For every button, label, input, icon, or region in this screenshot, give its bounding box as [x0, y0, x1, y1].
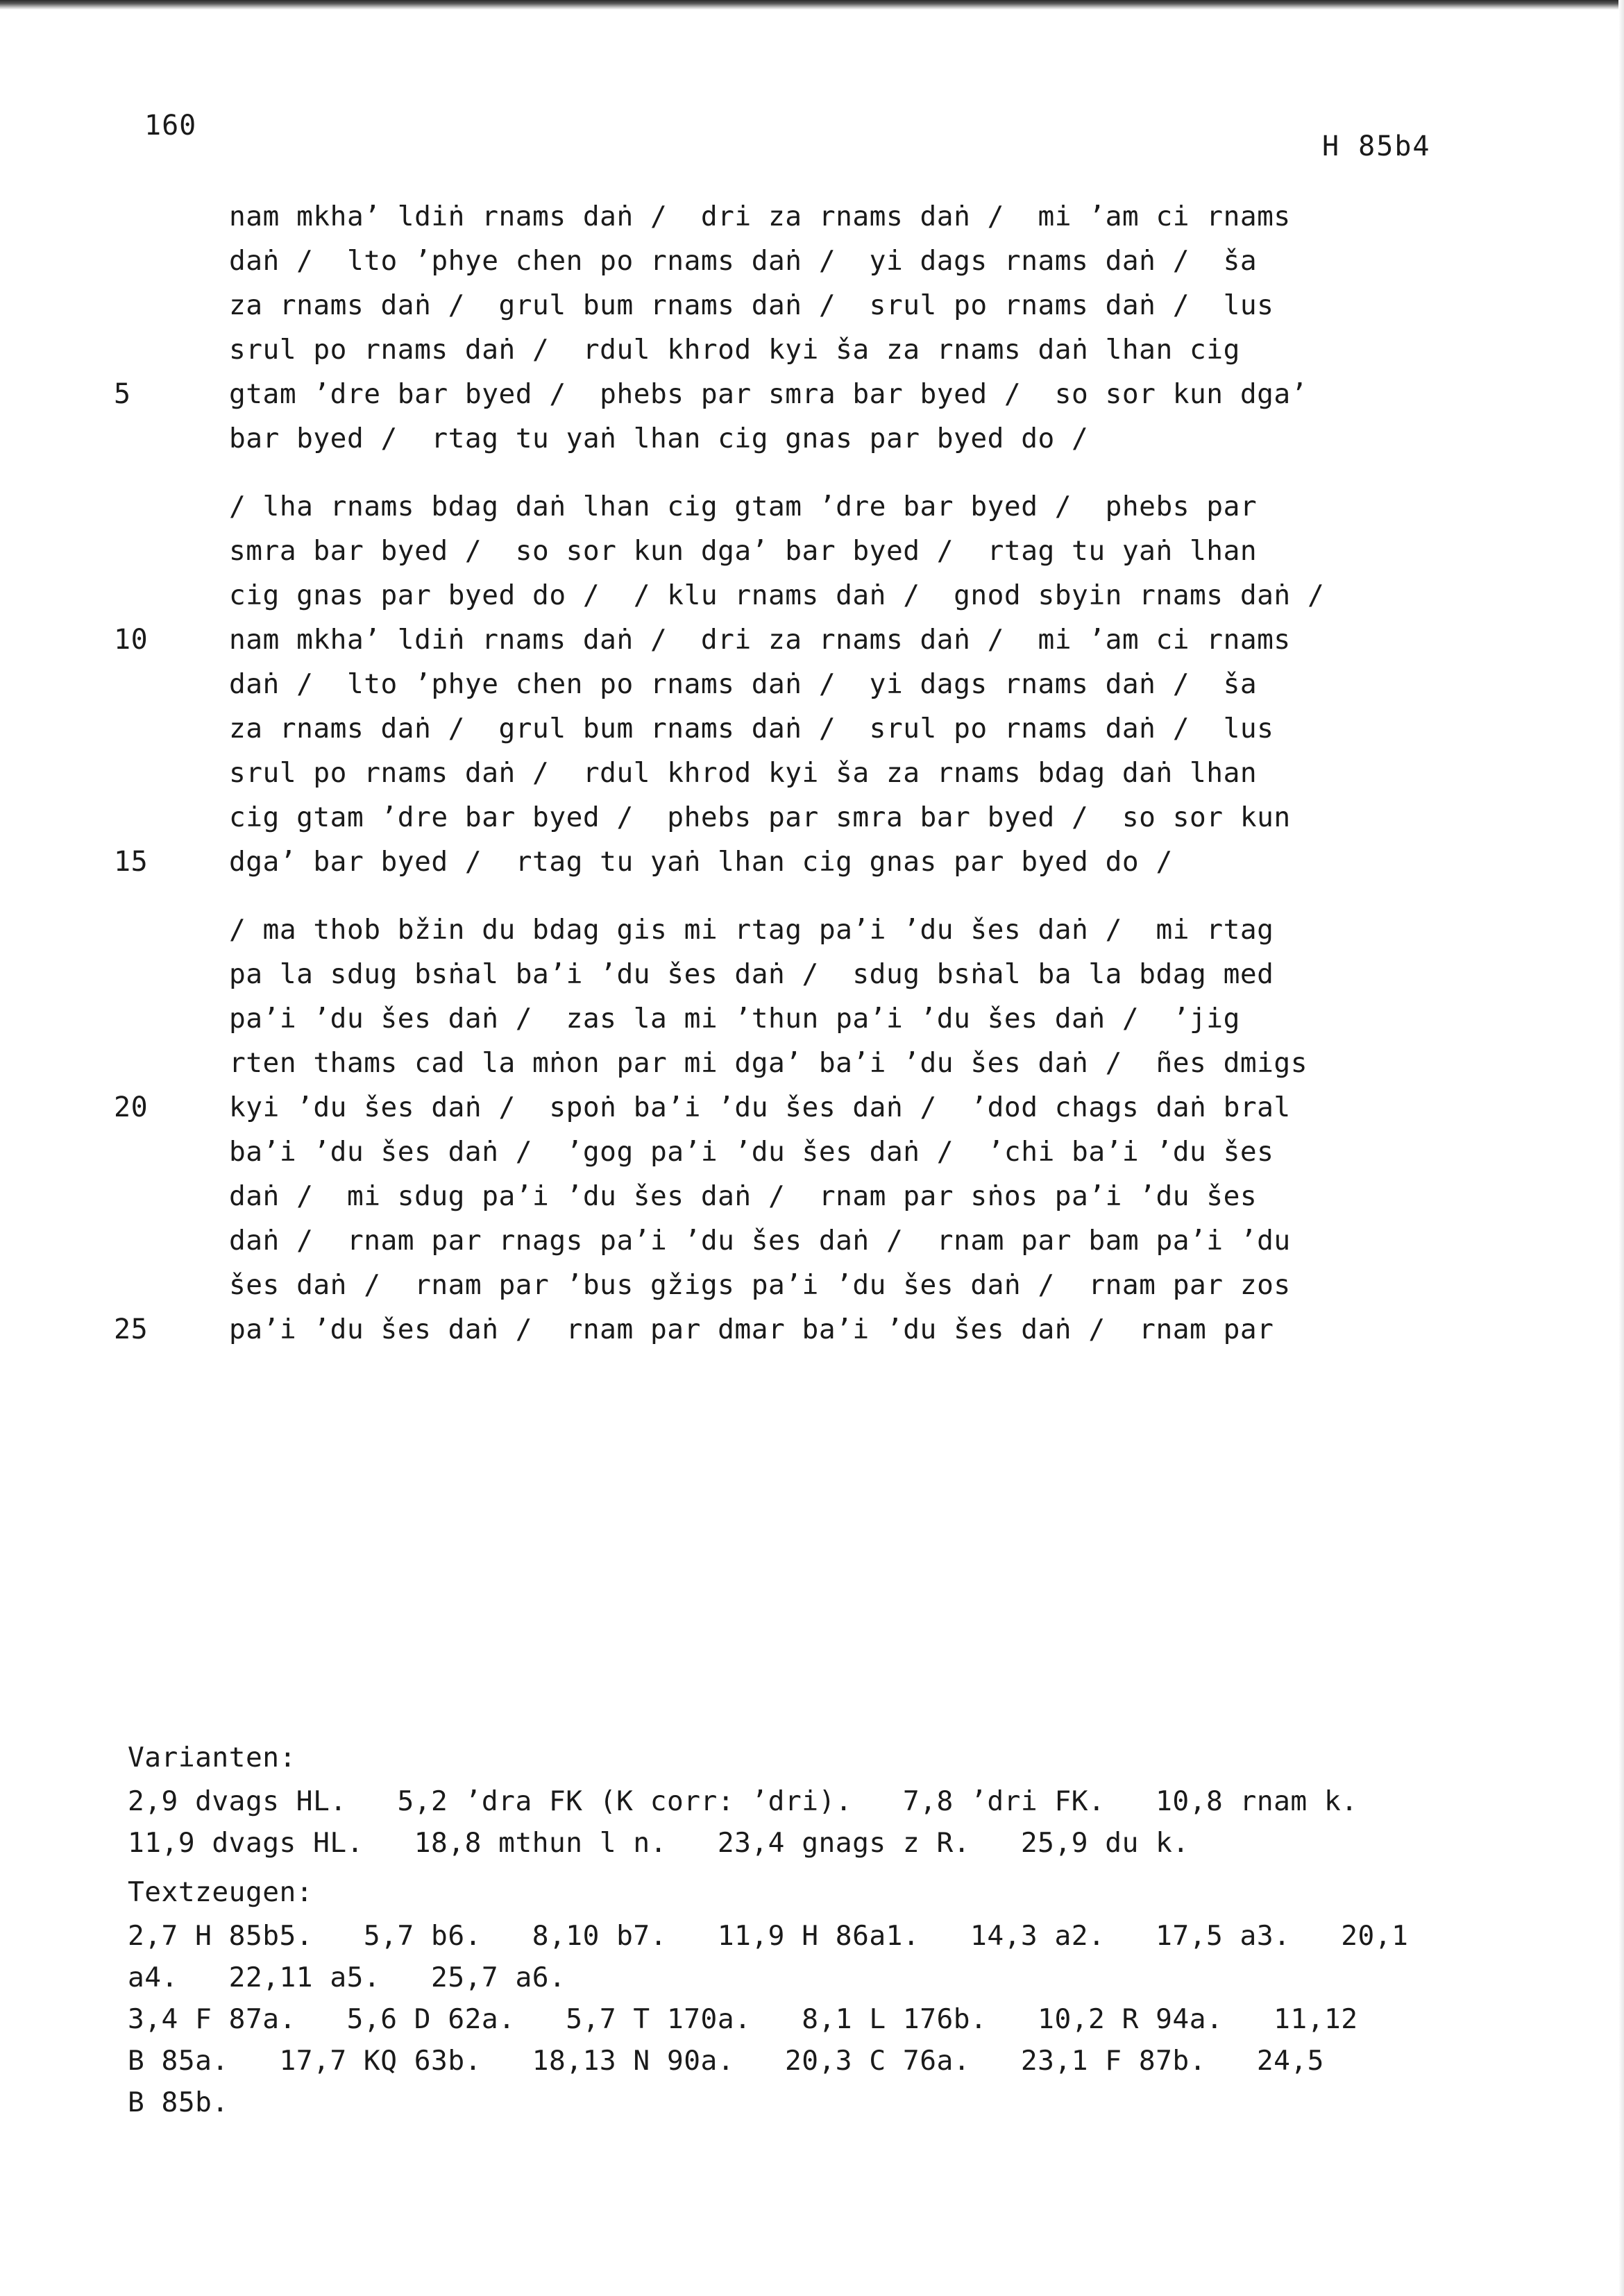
- line-text: za rnams daṅ / grul bum rnams daṅ / srul po rnams daṅ / lus: [229, 289, 1274, 321]
- main-text: [114, 194, 1464, 1352]
- text-line: [114, 840, 1464, 884]
- line-text: daṅ / lto ’phye chen po rnams daṅ / yi dags rnams daṅ / ša: [229, 245, 1258, 277]
- textzeugen-line: 2,7 H 85b5. 5,7 b6. 8,10 b7. 11,9 H 86a1. 14,3 a2. 17,5 a3. 20,1: [128, 1920, 1409, 1952]
- paragraph: [114, 484, 1464, 884]
- folio-reference: H 85b4: [1322, 130, 1431, 162]
- apparatus: [128, 1735, 1460, 2129]
- text-line: [229, 283, 1464, 328]
- textzeugen-line: 3,4 F 87a. 5,6 D 62a. 5,7 T 170a. 8,1 L 176b. 10,2 R 94a. 11,12: [128, 2003, 1358, 2035]
- varianten-line: 2,9 dvags HL. 5,2 ’dra FK (K corr: ’dri). 7,8 ’dri FK. 10,8 rnam k.: [128, 1785, 1358, 1817]
- line-text: cig gnas par byed do / / klu rnams daṅ / gnod sbyin rnams daṅ /: [229, 579, 1325, 611]
- text-line: [229, 1041, 1464, 1085]
- varianten-section: [128, 1735, 1460, 1864]
- text-line: [114, 1307, 1464, 1352]
- scan-edge: [0, 0, 1624, 10]
- text-line: [114, 1085, 1464, 1130]
- text-line: [229, 1174, 1464, 1218]
- textzeugen-line: a4. 22,11 a5. 25,7 a6.: [128, 1962, 566, 1993]
- text-line: [229, 662, 1464, 706]
- line-text: nam mkha’ ldiṅ rnams daṅ / dri za rnams daṅ / mi ’am ci rnams: [229, 624, 1291, 656]
- textzeugen-section: [128, 1869, 1460, 2123]
- textzeugen-line: B 85a. 17,7 KQ 63b. 18,13 N 90a. 20,3 C 76a. 23,1 F 87b. 24,5: [128, 2045, 1324, 2077]
- line-text: za rnams daṅ / grul bum rnams daṅ / srul po rnams daṅ / lus: [229, 713, 1274, 745]
- textzeugen-heading: Textzeugen:: [128, 1876, 314, 1908]
- text-line: [229, 328, 1464, 372]
- page-number: 160: [144, 110, 197, 142]
- line-text: pa’i ’du šes daṅ / zas la mi ’thun pa’i ’du šes daṅ / ’jig: [229, 1003, 1240, 1035]
- line-text: cig gtam ’dre bar byed / phebs par smra bar byed / so sor kun: [229, 801, 1291, 833]
- varianten-line: 11,9 dvags HL. 18,8 mthun l n. 23,4 gnags z R. 25,9 du k.: [128, 1827, 1190, 1859]
- text-line: [229, 573, 1464, 618]
- line-text: bar byed / rtag tu yaṅ lhan cig gnas par byed do /: [229, 423, 1089, 454]
- line-number: 5: [114, 378, 131, 410]
- line-text: / lha rnams bdag daṅ lhan cig gtam ’dre bar byed / phebs par: [229, 491, 1258, 522]
- scan-edge-right: [1618, 0, 1624, 2296]
- line-text: nam mkha’ ldiṅ rnams daṅ / dri za rnams daṅ / mi ’am ci rnams: [229, 201, 1291, 232]
- line-number: 10: [114, 624, 149, 656]
- text-line: [229, 416, 1464, 461]
- line-text: šes daṅ / rnam par ’bus gžigs pa’i ’du šes daṅ / rnam par zos: [229, 1269, 1291, 1301]
- text-line: [229, 706, 1464, 751]
- text-line: [229, 484, 1464, 529]
- text-line: [229, 751, 1464, 795]
- text-line: [114, 372, 1464, 416]
- text-line: [229, 996, 1464, 1041]
- text-line: [229, 1130, 1464, 1174]
- line-text: dga’ bar byed / rtag tu yaṅ lhan cig gnas par byed do /: [229, 846, 1173, 878]
- paragraph: [114, 908, 1464, 1352]
- text-line: [229, 529, 1464, 573]
- text-line: [114, 618, 1464, 662]
- textzeugen-line: B 85b.: [128, 2086, 229, 2118]
- line-text: srul po rnams daṅ / rdul khrod kyi ša za rnams daṅ lhan cig: [229, 334, 1240, 366]
- paragraph: [114, 194, 1464, 461]
- text-line: [229, 1263, 1464, 1307]
- text-line: [229, 908, 1464, 952]
- line-text: daṅ / lto ’phye chen po rnams daṅ / yi dags rnams daṅ / ša: [229, 668, 1258, 700]
- line-text: kyi ’du šes daṅ / spoṅ ba’i ’du šes daṅ / ’dod chags daṅ bral: [229, 1091, 1291, 1123]
- varianten-heading: Varianten:: [128, 1742, 296, 1774]
- line-text: pa’i ’du šes daṅ / rnam par dmar ba’i ’du šes daṅ / rnam par: [229, 1313, 1274, 1345]
- line-text: smra bar byed / so sor kun dga’ bar byed / rtag tu yaṅ lhan: [229, 535, 1258, 567]
- text-line: [229, 795, 1464, 840]
- text-line: [229, 239, 1464, 283]
- line-number: 25: [114, 1313, 149, 1345]
- line-text: gtam ’dre bar byed / phebs par smra bar byed / so sor kun dga’: [229, 378, 1308, 410]
- line-number: 20: [114, 1091, 149, 1123]
- line-text: ba’i ’du šes daṅ / ’gog pa’i ’du šes daṅ / ’chi ba’i ’du šes: [229, 1136, 1274, 1168]
- line-text: / ma thob bžin du bdag gis mi rtag pa’i ’du šes daṅ / mi rtag: [229, 914, 1274, 946]
- line-text: daṅ / mi sdug pa’i ’du šes daṅ / rnam par sṅos pa’i ’du šes: [229, 1180, 1258, 1212]
- text-line: [229, 194, 1464, 239]
- line-text: rten thams cad la mṅon par mi dga’ ba’i ’du šes daṅ / ñes dmigs: [229, 1047, 1308, 1079]
- line-text: srul po rnams daṅ / rdul khrod kyi ša za rnams bdag daṅ lhan: [229, 757, 1258, 789]
- text-line: [229, 1218, 1464, 1263]
- line-text: pa la sdug bsṅal ba’i ’du šes daṅ / sdug bsṅal ba la bdag med: [229, 958, 1274, 990]
- line-number: 15: [114, 846, 149, 878]
- line-text: daṅ / rnam par rnags pa’i ’du šes daṅ / rnam par bam pa’i ’du: [229, 1225, 1291, 1257]
- text-line: [229, 952, 1464, 996]
